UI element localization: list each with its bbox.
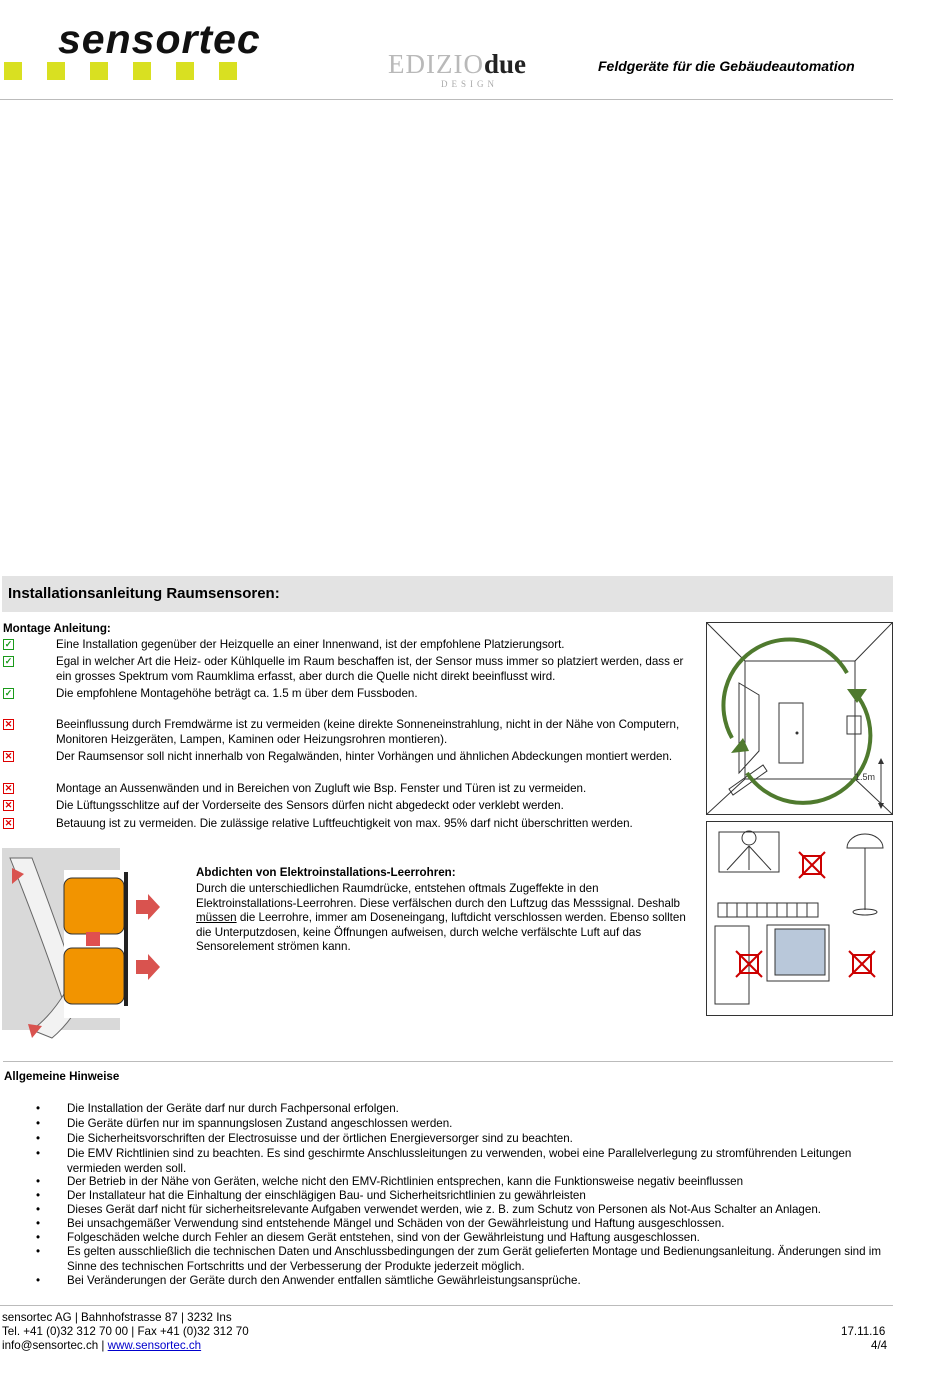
- footer-divider: [0, 1305, 893, 1306]
- section-title: Installationsanleitung Raumsensoren:: [8, 585, 280, 602]
- website-link[interactable]: www.sensortec.ch: [107, 1339, 202, 1352]
- cross-box-icon: ✕: [4, 800, 13, 810]
- header-divider: [0, 99, 893, 100]
- section-divider: [3, 1061, 893, 1062]
- header-tagline: Feldgeräte für die Gebäudeautomation: [598, 58, 855, 74]
- footer-date: 17.11.16: [841, 1325, 886, 1338]
- footer-phone: Tel. +41 (0)32 312 70 00 | Fax +41 (0)32 312 70: [2, 1325, 249, 1338]
- cross-box-icon: ✕: [4, 818, 13, 828]
- room-placement-figure: [706, 622, 893, 815]
- checkmark-icon: ✓: [4, 688, 13, 698]
- conduit-seal-figure: [2, 848, 162, 1043]
- influence-figure: [706, 821, 893, 1016]
- logo-square: [219, 62, 237, 80]
- footer-email[interactable]: info@sensortec.ch: [2, 1339, 99, 1352]
- checkmark-icon: ✓: [4, 639, 13, 649]
- hinweise-heading: Allgemeine Hinweise: [4, 1070, 120, 1083]
- edizio-logo: EDIZIOdue: [388, 49, 526, 79]
- room-illustration: [707, 623, 892, 814]
- cross-box-icon: ✕: [4, 783, 13, 793]
- logo-square: [133, 62, 151, 80]
- logo-square: [90, 62, 108, 80]
- cross-box-icon: ✕: [4, 751, 13, 761]
- footer-address: sensortec AG | Bahnhofstrasse 87 | 3232 Ins: [2, 1311, 232, 1324]
- logo-square: [4, 62, 22, 80]
- checkmark-icon: ✓: [4, 656, 13, 666]
- cross-box-icon: ✕: [4, 719, 13, 729]
- footer-contact: info@sensortec.ch | www.sensortec.ch: [2, 1339, 202, 1352]
- edizio-logo-sub: DESIGN: [441, 79, 498, 89]
- logo-square: [176, 62, 194, 80]
- section-title-bar: [2, 576, 893, 612]
- seal-paragraph: Durch die unterschiedlichen Raumdrücke, entstehen oftmals Zugeffekte in den Elektroinstallations-Leerrohren. Diese verfälschen durch den Luftzug das Messsignal. Deshalb müssen die Leerrohre, immer am Doseneingang, luftdicht verschlossen werden. Ebenso sollten die Unterputzdosen, keine Öffnungen aufweisen, durch welche verfälschte Luft auf das Sensorelement strömen kann.: [196, 882, 686, 953]
- heat-sources-illustration: [707, 822, 892, 1015]
- montage-heading: Montage Anleitung:: [3, 622, 111, 635]
- logo-square: [47, 62, 65, 80]
- brand-logo: sensortec: [58, 16, 261, 62]
- page-number: 4/4: [871, 1339, 888, 1352]
- seal-heading: Abdichten von Elektroinstallations-Leerrohren:: [196, 866, 456, 879]
- height-label: 1.5m: [855, 772, 876, 782]
- conduit-illustration: [2, 848, 162, 1043]
